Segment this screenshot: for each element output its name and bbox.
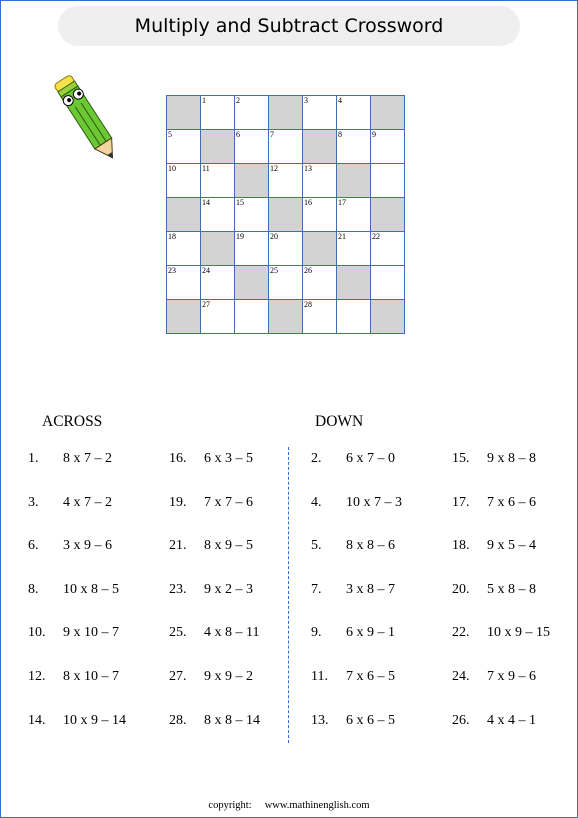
page-title: Multiply and Subtract Crossword <box>134 15 444 37</box>
down-clue <box>452 494 536 511</box>
grid-cell[interactable] <box>235 130 269 164</box>
across-clue <box>169 451 253 467</box>
cell-number: 10 <box>168 164 176 173</box>
clue-expression: 8 x 9 – 5 <box>204 538 253 554</box>
clue-number: 17. <box>452 494 470 510</box>
grid-cell[interactable] <box>303 266 337 300</box>
cell-number: 16 <box>304 198 312 207</box>
clue-number: 1. <box>28 451 39 466</box>
grid-cell-blocked <box>201 130 235 164</box>
cell-number: 15 <box>236 198 244 207</box>
clue-expression: 6 x 7 – 0 <box>346 451 395 466</box>
clue-number: 4. <box>311 494 322 510</box>
grid-row <box>167 300 405 334</box>
clue-number: 13. <box>311 712 329 728</box>
clue-expression: 8 x 10 – 7 <box>63 669 119 684</box>
grid-cell-blocked <box>167 300 201 334</box>
clue-number: 5. <box>311 538 322 554</box>
grid-cell[interactable] <box>303 164 337 198</box>
grid-cell[interactable] <box>303 96 337 130</box>
across-clue <box>28 712 126 729</box>
grid-row <box>167 96 405 130</box>
grid-cell[interactable] <box>269 232 303 266</box>
across-clue <box>169 669 253 685</box>
grid-cell[interactable] <box>235 96 269 130</box>
across-clue <box>28 494 112 511</box>
grid-cell[interactable] <box>337 96 371 130</box>
clue-number: 21. <box>169 538 187 554</box>
grid-cell[interactable] <box>167 232 201 266</box>
grid-cell[interactable] <box>201 266 235 300</box>
grid-row <box>167 130 405 164</box>
clue-number: 25. <box>169 625 187 641</box>
grid-cell[interactable] <box>201 198 235 232</box>
grid-row <box>167 164 405 198</box>
across-heading: ACROSS <box>42 413 103 430</box>
grid-row <box>167 232 405 266</box>
grid-cell[interactable] <box>371 130 405 164</box>
cell-number: 3 <box>304 96 308 105</box>
cell-number: 18 <box>168 232 176 241</box>
crossword-grid <box>166 95 405 334</box>
clue-expression: 5 x 8 – 8 <box>487 581 536 597</box>
cell-number: 19 <box>236 232 244 241</box>
clue-number: 7. <box>311 581 322 597</box>
grid-cell-blocked <box>303 130 337 164</box>
across-clue <box>169 538 253 554</box>
down-clue <box>452 538 536 554</box>
clue-number: 28. <box>169 712 187 728</box>
grid-row <box>167 266 405 300</box>
clue-number: 11. <box>311 669 328 684</box>
grid-cell-blocked <box>235 266 269 300</box>
grid-cell[interactable] <box>269 164 303 198</box>
grid-cell-blocked <box>337 266 371 300</box>
clue-expression: 7 x 7 – 6 <box>204 494 253 510</box>
clue-number: 22. <box>452 625 470 641</box>
grid-cell-blocked <box>371 198 405 232</box>
down-clue <box>311 494 402 511</box>
grid-cell[interactable] <box>167 164 201 198</box>
across-clue <box>169 712 260 729</box>
across-clue <box>28 538 112 554</box>
clue-number: 15. <box>452 451 470 466</box>
cell-number: 24 <box>202 266 210 275</box>
grid-cell-blocked <box>167 198 201 232</box>
down-heading: DOWN <box>315 413 364 430</box>
clue-expression: 4 x 7 – 2 <box>63 494 112 510</box>
cell-number: 2 <box>236 96 240 105</box>
grid-cell[interactable] <box>337 130 371 164</box>
across-clue <box>28 669 119 685</box>
site-url: www.mathinenglish.com <box>264 800 370 811</box>
copyright-label: copyright: <box>208 800 252 811</box>
clue-number: 19. <box>169 494 187 510</box>
down-clue <box>311 451 395 467</box>
clue-number: 8. <box>28 581 39 597</box>
down-clue <box>452 669 536 685</box>
clue-expression: 3 x 8 – 7 <box>346 581 395 597</box>
grid-cell-blocked <box>167 96 201 130</box>
grid-cell[interactable] <box>337 198 371 232</box>
clue-number: 6. <box>28 538 39 554</box>
column-divider <box>288 447 289 743</box>
grid-cell[interactable] <box>371 164 405 198</box>
clue-expression: 8 x 7 – 2 <box>63 451 112 466</box>
clue-number: 9. <box>311 625 322 641</box>
clue-expression: 8 x 8 – 14 <box>204 712 260 728</box>
cell-number: 8 <box>338 130 342 139</box>
clue-number: 18. <box>452 538 470 554</box>
clue-expression: 4 x 8 – 11 <box>204 625 260 641</box>
grid-cell[interactable] <box>269 266 303 300</box>
grid-cell[interactable] <box>201 164 235 198</box>
grid-cell-blocked <box>303 232 337 266</box>
clue-expression: 3 x 9 – 6 <box>63 538 112 554</box>
across-clue <box>169 494 253 511</box>
cell-number: 23 <box>168 266 176 275</box>
clue-expression: 8 x 8 – 6 <box>346 538 395 554</box>
clue-number: 26. <box>452 712 470 728</box>
clue-expression: 9 x 8 – 8 <box>487 451 536 466</box>
grid-cell[interactable] <box>371 232 405 266</box>
clue-expression: 10 x 9 – 15 <box>487 625 550 641</box>
cell-number: 14 <box>202 198 210 207</box>
clue-expression: 7 x 6 – 6 <box>487 494 536 510</box>
grid-cell-blocked <box>269 96 303 130</box>
clue-number: 16. <box>169 451 187 466</box>
clue-number: 27. <box>169 669 187 684</box>
cell-number: 13 <box>304 164 312 173</box>
across-clue <box>28 581 119 598</box>
grid-cell-blocked <box>201 232 235 266</box>
down-clue <box>452 451 536 467</box>
grid-cell[interactable] <box>235 300 269 334</box>
pencil-icon <box>52 68 124 172</box>
cell-number: 6 <box>236 130 240 139</box>
cell-number: 28 <box>304 300 312 309</box>
clue-expression: 10 x 9 – 14 <box>63 712 126 728</box>
clue-expression: 10 x 8 – 5 <box>63 581 119 597</box>
clue-number: 3. <box>28 494 39 510</box>
footer <box>0 800 578 811</box>
cell-number: 26 <box>304 266 312 275</box>
down-clue <box>311 581 395 598</box>
grid-cell[interactable] <box>201 96 235 130</box>
clue-number: 23. <box>169 581 187 597</box>
down-clue <box>452 625 550 641</box>
cell-number: 22 <box>372 232 380 241</box>
grid-cell[interactable] <box>303 300 337 334</box>
grid-cell-blocked <box>269 198 303 232</box>
clue-expression: 9 x 5 – 4 <box>487 538 536 554</box>
cell-number: 27 <box>202 300 210 309</box>
clue-number: 20. <box>452 581 470 597</box>
cell-number: 12 <box>270 164 278 173</box>
cell-number: 20 <box>270 232 278 241</box>
cell-number: 4 <box>338 96 342 105</box>
grid-cell-blocked <box>269 300 303 334</box>
cell-number: 9 <box>372 130 376 139</box>
cell-number: 25 <box>270 266 278 275</box>
down-clue <box>311 538 395 554</box>
grid-cell-blocked <box>337 164 371 198</box>
grid-cell[interactable] <box>337 300 371 334</box>
clue-number: 10. <box>28 625 46 641</box>
across-clue <box>28 451 112 467</box>
clue-expression: 7 x 9 – 6 <box>487 669 536 684</box>
cell-number: 17 <box>338 198 346 207</box>
clue-number: 14. <box>28 712 46 728</box>
clue-expression: 9 x 10 – 7 <box>63 625 119 641</box>
clue-expression: 9 x 2 – 3 <box>204 581 253 597</box>
grid-cell[interactable] <box>235 198 269 232</box>
grid-cell[interactable] <box>235 232 269 266</box>
grid-cell-blocked <box>371 300 405 334</box>
clue-expression: 6 x 9 – 1 <box>346 625 395 641</box>
grid-cell[interactable] <box>167 266 201 300</box>
grid-cell[interactable] <box>201 300 235 334</box>
clue-expression: 6 x 3 – 5 <box>204 451 253 466</box>
clue-expression: 10 x 7 – 3 <box>346 494 402 510</box>
clue-number: 2. <box>311 451 322 466</box>
grid-cell[interactable] <box>371 266 405 300</box>
grid-cell-blocked <box>235 164 269 198</box>
grid-cell[interactable] <box>303 198 337 232</box>
across-clue <box>169 625 260 641</box>
clue-number: 12. <box>28 669 46 684</box>
across-clue <box>28 625 119 641</box>
grid-cell[interactable] <box>269 130 303 164</box>
clue-expression: 7 x 6 – 5 <box>346 669 395 684</box>
down-clue <box>311 625 395 641</box>
cell-number: 7 <box>270 130 274 139</box>
title-banner <box>58 6 520 46</box>
grid-cell-blocked <box>371 96 405 130</box>
grid-row <box>167 198 405 232</box>
down-clue <box>311 712 395 729</box>
clue-number: 24. <box>452 669 470 684</box>
grid-cell[interactable] <box>167 130 201 164</box>
down-clue <box>311 669 395 685</box>
across-clue <box>169 581 253 598</box>
cell-number: 11 <box>202 164 210 173</box>
clue-expression: 9 x 9 – 2 <box>204 669 253 684</box>
cell-number: 5 <box>168 130 172 139</box>
cell-number: 1 <box>202 96 206 105</box>
clue-expression: 4 x 4 – 1 <box>487 712 536 728</box>
down-clue <box>452 712 536 729</box>
cell-number: 21 <box>338 232 346 241</box>
grid-cell[interactable] <box>337 232 371 266</box>
down-clue <box>452 581 536 598</box>
clue-expression: 6 x 6 – 5 <box>346 712 395 728</box>
